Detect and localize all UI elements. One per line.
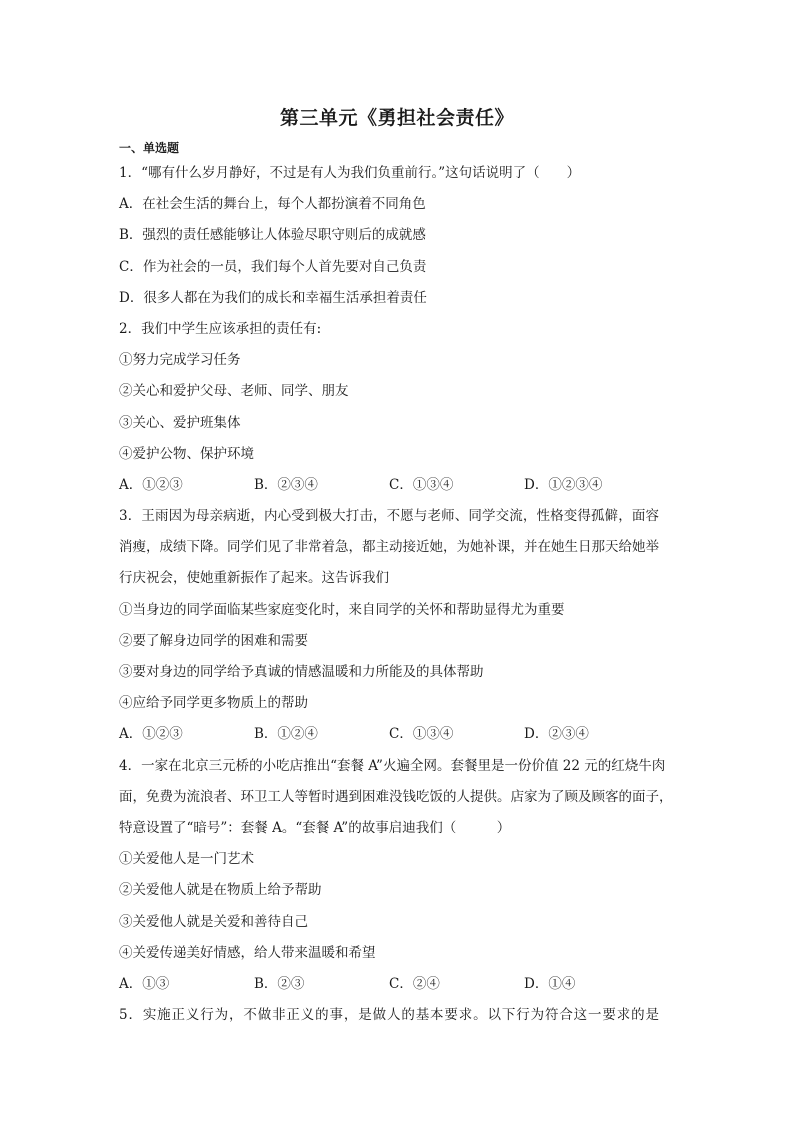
statement-item: ④爱护公物、保护环境 <box>119 445 254 462</box>
question-stem: 1．“哪有什么岁月静好，不过是有人为我们负重前行。”这句话说明了（ ） <box>119 165 581 181</box>
statement-item: ①努力完成学习任务 <box>119 352 241 369</box>
question-2 <box>119 314 659 501</box>
statement-item: ②关心和爱护父母、老师、同学、朋友 <box>119 383 349 400</box>
option-c: C．①③④ <box>389 726 454 743</box>
section-heading: 一、单选题 <box>119 141 180 155</box>
question-1 <box>119 158 659 314</box>
answer-options <box>119 969 659 1000</box>
question-stem: 5．实施正义行为，不做非正义的事，是做人的基本要求。以下行为符合这一要求的是 <box>119 1007 659 1024</box>
answer-options <box>119 470 659 501</box>
question-3 <box>119 501 659 751</box>
option-d: D．①④ <box>524 975 576 992</box>
statement-item: ③关心、爱护班集体 <box>119 414 241 431</box>
statement-item: ④关爱传递美好情感，给人带来温暖和希望 <box>119 944 376 961</box>
statement-item: ④应给予同学更多物质上的帮助 <box>119 695 308 712</box>
question-stem: 特意设置了“暗号”：套餐 A。“套餐 A”的故事启迪我们（ ） <box>119 819 511 836</box>
option-b: B．①②④ <box>254 726 318 743</box>
option-a: A．①②③ <box>119 726 183 743</box>
question-stem: 2．我们中学生应该承担的责任有: <box>119 320 322 337</box>
option-a: A．①②③ <box>119 476 183 493</box>
question-stem: 3．王雨因为母亲病逝，内心受到极大打击，不愿与老师、同学交流，性格变得孤僻，面容 <box>119 508 659 525</box>
option-c: C．②④ <box>389 975 440 992</box>
question-4 <box>119 751 673 1001</box>
statement-item: ①关爱他人是一门艺术 <box>119 851 254 868</box>
choice-c: C．作为社会的一员，我们每个人首先要对自己负责 <box>119 258 427 275</box>
question-stem: 行庆祝会，使她重新振作了起来。这告诉我们 <box>119 570 389 587</box>
statement-item: ③关爱他人就是关爱和善待自己 <box>119 913 308 930</box>
option-b: B．②③ <box>254 975 305 992</box>
statement-item: ②要了解身边同学的困难和需要 <box>119 632 308 649</box>
option-b: B．②③④ <box>254 476 318 493</box>
option-c: C．①③④ <box>389 476 454 493</box>
question-5 <box>119 1000 659 1031</box>
question-stem: 消瘦，成绩下降。同学们见了非常着急，都主动接近她，为她补课，并在她生日那天给她举 <box>119 539 659 556</box>
choice-b: B．强烈的责任感能够让人体验尽职守则后的成就感 <box>119 227 426 244</box>
answer-options <box>119 719 659 750</box>
statement-item: ③要对身边的同学给予真诚的情感温暖和力所能及的具体帮助 <box>119 664 484 680</box>
choice-d: D．很多人都在为我们的成长和幸福生活承担着责任 <box>119 289 427 306</box>
page-title: 第三单元《勇担社会责任》 <box>279 107 514 129</box>
statement-item: ②关爱他人就是在物质上给予帮助 <box>119 882 322 899</box>
option-a: A．①③ <box>119 975 170 992</box>
question-stem: 4．一家在北京三元桥的小吃店推出“套餐 A”火遍全网。套餐里是一份价值 22 元的红烧牛肉 <box>119 757 666 774</box>
statement-item: ①当身边的同学面临某些家庭变化时，来自同学的关怀和帮助显得尤为重要 <box>119 601 565 618</box>
choice-a: A．在社会生活的舞台上，每个人都扮演着不同角色 <box>119 196 426 213</box>
option-d: D．①②③④ <box>524 476 603 493</box>
option-d: D．②③④ <box>524 726 589 743</box>
question-list <box>119 158 673 1031</box>
question-stem: 面，免费为流浪者、环卫工人等暂时遇到困难没钱吃饭的人提供。店家为了顾及顾客的面子， <box>119 788 673 805</box>
